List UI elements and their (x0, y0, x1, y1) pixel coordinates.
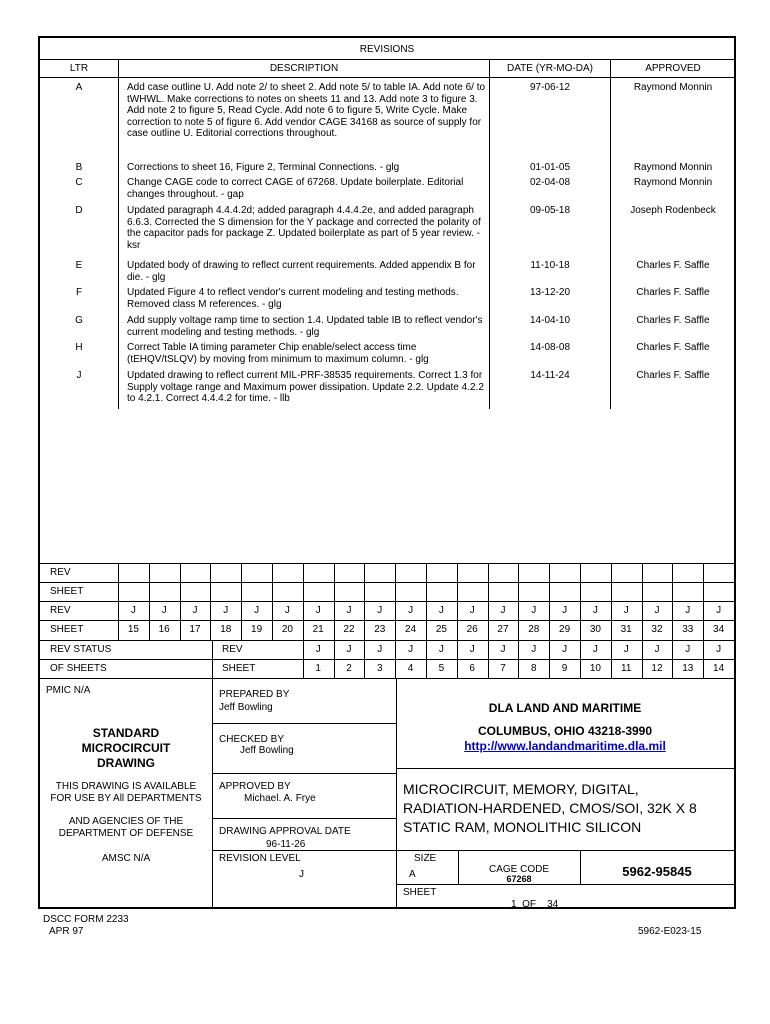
title-line-3: STATIC RAM, MONOLITHIC SILICON (403, 819, 642, 835)
rev-description: Updated paragraph 4.4.4.2d; added paragraph 4.4.4.2e, and added paragraph 6.6.3. Corrected the S dimension for the Y package and corrected the polarity of the capacitor pads for package Z. Updated boilerplate as part of 5 year review. - ksr (127, 205, 481, 251)
rev-status-cell: J (315, 644, 321, 655)
sheet-cell: 16 (158, 624, 170, 635)
checked-by-label: CHECKED BY (219, 734, 285, 745)
sheet-cell: 30 (589, 624, 601, 635)
rev-date: 01-01-05 (529, 162, 571, 173)
of-sheets-cell: 7 (500, 663, 506, 674)
rev-date: 14-04-10 (529, 315, 571, 326)
rev-cell: J (654, 605, 660, 616)
sheet-cell: 32 (651, 624, 663, 635)
approval-date: 96-11-26 (266, 839, 306, 850)
of-sheets-cell: 3 (377, 663, 383, 674)
sheet-cell: 19 (251, 624, 263, 635)
rev-status-cell: J (562, 644, 568, 655)
document-code: 5962-E023-15 (638, 926, 702, 937)
sheet-cell: 31 (620, 624, 632, 635)
rev-cell: J (623, 605, 629, 616)
of-sheets-cell: 8 (531, 663, 537, 674)
sheet-cell: 26 (466, 624, 478, 635)
rev-status-cell: J (531, 644, 537, 655)
std-title-2: MICROCIRCUIT (81, 741, 171, 755)
checked-by-name: Jeff Bowling (240, 745, 294, 756)
approved-by-name: Michael. A. Frye (244, 793, 316, 804)
col-header-ltr: LTR (69, 63, 89, 74)
sheet-cell: 25 (435, 624, 447, 635)
rev-status-cell: J (377, 644, 383, 655)
rev-ltr: C (75, 177, 83, 188)
rev-approved: Raymond Monnin (633, 177, 713, 188)
rev-cell: J (161, 605, 167, 616)
of-sheets-cell: 4 (407, 663, 414, 674)
rev-status-cell: J (592, 644, 598, 655)
agencies-line-2: DEPARTMENT OF DEFENSE (58, 828, 194, 839)
rev-date: 09-05-18 (529, 205, 571, 216)
of-sheets-cell: 11 (621, 663, 632, 674)
agencies-line-1: AND AGENCIES OF THE (68, 816, 184, 827)
rev-cell: J (408, 605, 414, 616)
of-sheets-cell: 12 (651, 663, 663, 674)
org-address: COLUMBUS, OHIO 43218-3990 (477, 724, 653, 738)
rev-ltr: A (75, 82, 83, 93)
of-sheets-cell: 13 (682, 663, 694, 674)
sheet-cell: 18 (220, 624, 232, 635)
rev-cell: J (223, 605, 229, 616)
rev-ltr: J (76, 370, 82, 381)
rev-status-cell: J (346, 644, 352, 655)
sheet-label-1: SHEET (50, 586, 84, 597)
std-title-3: DRAWING (97, 756, 155, 770)
rev-date: 13-12-20 (529, 287, 571, 298)
rev-description: Add supply voltage ramp time to section 1.4. Updated table IB to reflect vendor's current modeling and testing methods. - glg (127, 315, 483, 338)
rev-status-cell: J (685, 644, 691, 655)
rev-ltr: F (75, 287, 83, 298)
rev-cell: J (592, 605, 598, 616)
rev-cell: J (254, 605, 260, 616)
rev-description: Updated body of drawing to reflect current requirements. Added appendix B for die. - glg (127, 260, 476, 283)
rev-ltr: H (75, 342, 83, 353)
rev-date: 14-08-08 (529, 342, 571, 353)
rev-approved: Charles F. Saffle (636, 342, 710, 353)
sheet-cell: 33 (682, 624, 694, 635)
sheet-label-2: SHEET (50, 624, 84, 635)
amsc-label: AMSC N/A (101, 853, 151, 864)
col-header-date: DATE (YR-MO-DA) (507, 63, 593, 74)
org-name: DLA LAND AND MARITIME (488, 701, 642, 715)
rev-approved: Charles F. Saffle (636, 260, 710, 271)
size-value: A (409, 869, 416, 880)
cage-code-label: CAGE CODE (488, 864, 549, 875)
rev-cell: J (531, 605, 537, 616)
sheet-cell: 28 (528, 624, 540, 635)
title-line-2: RADIATION-HARDENED, CMOS/SOI, 32K X 8 (403, 800, 697, 816)
of-sheets-cell: 14 (713, 663, 725, 674)
rev-ltr: E (75, 260, 83, 271)
drawing-number: 5962-95845 (622, 864, 692, 879)
rev-cell: J (192, 605, 198, 616)
sheet-cell: 23 (374, 624, 386, 635)
rev-cell: J (284, 605, 290, 616)
sheet-cell: 21 (312, 624, 324, 635)
rev-cell: J (562, 605, 568, 616)
of-sheets-cell: 9 (561, 663, 568, 674)
availability-line-1: THIS DRAWING IS AVAILABLE (55, 781, 197, 792)
rev-date: 02-04-08 (529, 177, 571, 188)
of-sheets-label: OF SHEETS (50, 663, 107, 674)
size-label: SIZE (414, 853, 437, 864)
std-title-1: STANDARD (92, 726, 160, 740)
rev-cell: J (130, 605, 136, 616)
rev-status-cell: J (438, 644, 444, 655)
rev-ltr: B (75, 162, 83, 173)
rev-approved: Charles F. Saffle (636, 287, 710, 298)
form-number: DSCC FORM 2233 (43, 914, 129, 925)
rev-cell: J (469, 605, 475, 616)
revision-level: J (299, 869, 304, 880)
rev-description: Correct Table IA timing parameter Chip enable/select access time (tEHQV/tSLQV) by moving from minimum to maximum column. - glg (127, 342, 429, 365)
prepared-by-label: PREPARED BY (219, 689, 290, 700)
rev-description: Corrections to sheet 16, Figure 2, Terminal Connections. - glg (127, 162, 400, 173)
sheet-of-total: 1 OF 34 (511, 899, 559, 910)
rev-description: Updated drawing to reflect current MIL-PRF-38535 requirements. Correct 1.3 for Supply voltage range and Maximum power dissipation. Update 2.2. Update 4.2.2 to 4.2.1. Correct 4.4.4.2 for time. - llb (127, 370, 484, 405)
revision-level-label: REVISION LEVEL (219, 853, 301, 864)
rev-approved: Joseph Rodenbeck (630, 205, 716, 216)
of-sheets-cell: 10 (589, 663, 601, 674)
cage-code-value: 67268 (506, 874, 532, 884)
title-line-1: MICROCIRCUIT, MEMORY, DIGITAL, (403, 781, 639, 797)
sheet-cell: 29 (559, 624, 571, 635)
rev-ltr: D (75, 205, 83, 216)
revisions-title: REVISIONS (359, 44, 415, 55)
rev-description: Updated Figure 4 to reflect vendor's current modeling and testing methods. Removed class M references. - glg (127, 287, 459, 310)
sheet-cell: 17 (189, 624, 201, 635)
rev-approved: Raymond Monnin (633, 162, 713, 173)
rev-cell: J (500, 605, 506, 616)
sheet-cell: 20 (281, 624, 293, 635)
rev-date: 11-10-18 (530, 260, 570, 271)
sheet-cell: 34 (713, 624, 725, 635)
sheet-cell: 22 (343, 624, 355, 635)
sheet-cell: 27 (497, 624, 509, 635)
rev-ltr: G (75, 315, 83, 326)
rev-cell: J (685, 605, 691, 616)
org-url-link[interactable]: http://www.landandmaritime.dla.mil (464, 739, 666, 753)
pmic-label: PMIC N/A (46, 685, 91, 696)
rev-status-cell: J (408, 644, 414, 655)
rev-status-cell: J (654, 644, 660, 655)
rev-approved: Charles F. Saffle (636, 315, 710, 326)
rev-status-cell: J (500, 644, 506, 655)
rev-date: 14-11-24 (530, 370, 570, 381)
rev-cell: J (346, 605, 352, 616)
rev-label-2: REV (50, 605, 71, 616)
col-header-approved: APPROVED (645, 63, 701, 74)
rev-description: Change CAGE code to correct CAGE of 67268. Update boilerplate. Editorial changes throughout. - gap (127, 177, 464, 200)
rev-status-cell: J (469, 644, 475, 655)
of-sheets-cell: 2 (346, 663, 352, 674)
availability-line-2: FOR USE BY All DEPARTMENTS (50, 793, 202, 804)
of-sheets-cell: 6 (469, 663, 475, 674)
approval-date-label: DRAWING APPROVAL DATE (219, 826, 351, 837)
rev-cell: J (716, 605, 722, 616)
rev-label-3: REV (222, 644, 243, 655)
rev-status-cell: J (623, 644, 629, 655)
sheet-label-title: SHEET (403, 887, 437, 898)
rev-cell: J (377, 605, 383, 616)
sheet-cell: 15 (127, 624, 139, 635)
approved-by-label: APPROVED BY (219, 781, 291, 792)
rev-approved: Charles F. Saffle (636, 370, 710, 381)
col-header-description: DESCRIPTION (269, 63, 339, 74)
of-sheets-cell: 1 (315, 663, 321, 674)
rev-status-label: REV STATUS (50, 644, 112, 655)
rev-cell: J (438, 605, 444, 616)
sheet-cell: 24 (405, 624, 417, 635)
of-sheets-cell: 5 (438, 663, 445, 674)
rev-status-cell: J (716, 644, 722, 655)
prepared-by-name: Jeff Bowling (219, 702, 273, 713)
sheet-label-3: SHEET (222, 663, 256, 674)
rev-label-1: REV (50, 567, 71, 578)
rev-date: 97-06-12 (529, 82, 571, 93)
rev-approved: Raymond Monnin (633, 82, 713, 93)
rev-description: Add case outline U. Add note 2/ to sheet 2. Add note 5/ to table IA. Add note 6/ to tWHWL. Make corrections to notes on sheets 11 and 13. Add note 3 to figure 3. Add note 2 to figure 5, Read Cycle. Add note 6 to figure 5, Write Cycle. Make correction to note 5 of figure 6. Add vendor CAGE 34168 as source of supply for case outline U. Editorial corrections throughout. (127, 82, 486, 140)
rev-cell: J (315, 605, 321, 616)
form-date: APR 97 (49, 926, 84, 937)
